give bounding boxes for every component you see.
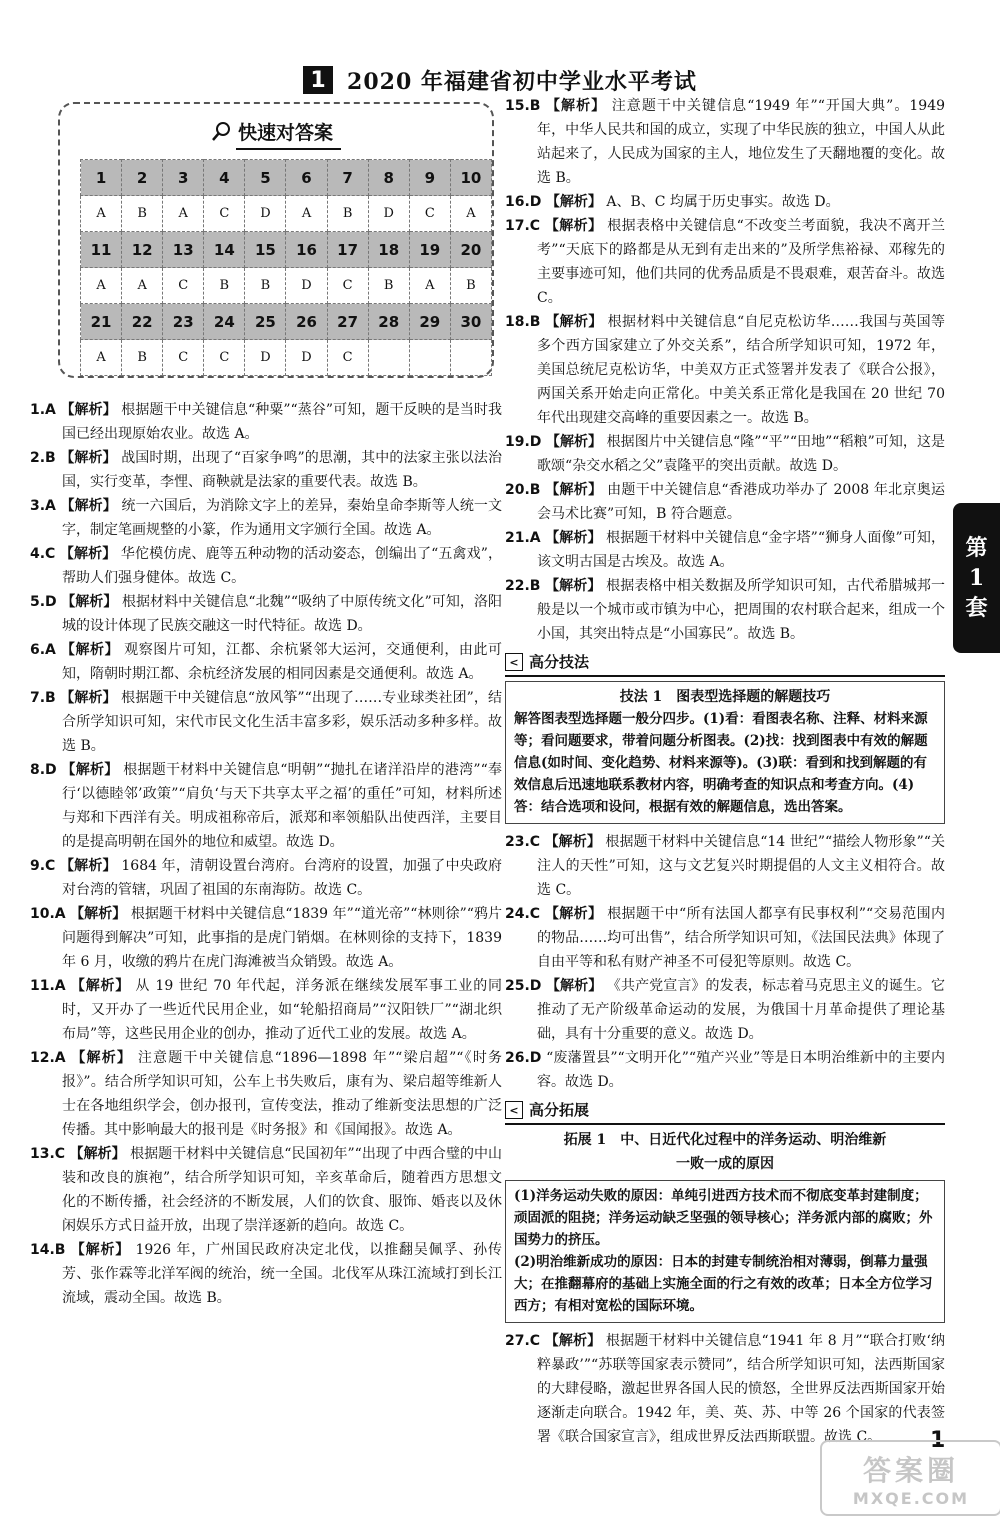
- analysis-text: 从 19 世纪 70 年代起，洋务派在继续发展军事工业的同时，又开办了一些近代民用企业，如“轮船招商局”“汉阳铁厂”“湖北织布局”等，这些民用企业的创办，推动了近代工业的发展。故选 A。: [62, 978, 503, 1042]
- watermark-sub-text: MXQE.COM: [852, 1488, 970, 1508]
- left-column: [30, 398, 502, 1310]
- analysis-text: 由题干中关键信息“香港成功举办了 2008 年北京奥运会马术比赛”可知，B 符合题意。: [537, 482, 946, 522]
- grid-answer-cell: B: [122, 340, 163, 376]
- grid-answer-cell: D: [245, 340, 286, 376]
- answer-item: [30, 446, 502, 494]
- grid-answer-cell: B: [204, 268, 245, 304]
- answer-item: [30, 494, 502, 542]
- analysis-tag: 【解析】: [544, 218, 603, 234]
- analysis-text: 根据题干材料中关键信息“1941 年 8 月”“联合打败‘纳粹暴政’”“苏联等国家表示赞同”，结合所学知识可知，法西斯国家的大肆侵略，激起世界各国人民的愤怒，全世界反法西斯国家开始逐渐走向联合。1942 年，美、英、苏、中等 26 个国家的代表签署《联合国家宣言》，组成世界反法西斯联盟。故选 C。: [537, 1333, 946, 1445]
- grid-question-number: 4: [204, 160, 245, 196]
- analysis-text: A、B、C 均属于历史事实。故选 D。: [606, 194, 840, 210]
- question-number: 6.A: [30, 642, 56, 658]
- answer-item: [505, 430, 945, 478]
- grid-answer-cell: D: [286, 268, 327, 304]
- skills-tip-text: 解答图表型选择题一般分四步。(1)看：看图表名称、注释、材料来源等；看问题要求，带着问题分析图表。(2)找：找到图表中有效的解题信息(如时间、变化趋势、材料来源等)。(3)联：看到和找到解题的有效信息后迅速地联系教材内容，明确考查的知识点和考查方向。(4)答：结合选项和设问，根据有效的解题信息，选出答案。: [514, 711, 928, 815]
- analysis-text: 根据表格中关键信息“不改变兰考面貌，我决不离开兰考”“天底下的路都是从无到有走出来的”及所学焦裕禄、邓稼先的主要事迹可知，他们共同的优秀品质是不畏艰难，艰苦奋斗。故选 C。: [537, 218, 946, 306]
- analysis-text: 注意题干中关键信息“1896—1898 年”“梁启超”“《时务报》”。结合所学知识可知，公车上书失败后，康有为、梁启超等维新人士在各地组织学会，创办报刊，宣传变法，推动了维新变法思想的广泛传播。其中影响最大的报刊是《时务报》和《国闻报》。故选 A。: [62, 1050, 503, 1138]
- question-number: 22.B: [505, 578, 541, 594]
- analysis-text: 根据题干材料中关键信息“14 世纪”“描绘人物形象”“关注人的天性”可知，这与文艺复兴时期提倡的人文主义相符合。故选 C。: [537, 834, 946, 898]
- question-number: 14.B: [30, 1242, 66, 1258]
- grid-question-number: 26: [286, 304, 327, 340]
- extension-section-header: [505, 1098, 945, 1125]
- analysis-tag: 【解析】: [60, 402, 117, 418]
- grid-answer-cell: C: [327, 340, 368, 376]
- grid-question-number: 9: [409, 160, 450, 196]
- grid-question-number: 29: [409, 304, 450, 340]
- question-number: 27.C: [505, 1333, 541, 1349]
- grid-answer-cell: A: [409, 268, 450, 304]
- analysis-tag: 【解析】: [544, 906, 603, 922]
- analysis-text: 根据材料中关键信息“北魏”“吸纳了中原传统文化”可知，洛阳城的设计体现了民族交融这一时代特征。故选 D。: [62, 594, 503, 634]
- analysis-text: “废藩置县”“文明开化”“殖产兴业”等是日本明治维新中的主要内容。故选 D。: [537, 1050, 945, 1090]
- grid-question-number: 15: [245, 232, 286, 268]
- right-column: [505, 94, 945, 1449]
- analysis-tag: 【解析】: [544, 1333, 602, 1349]
- magnifier-icon: [210, 121, 232, 143]
- grid-answer-row: [81, 196, 492, 232]
- question-number: 8.D: [30, 762, 57, 778]
- skills-section-title: 高分技法: [529, 653, 590, 671]
- grid-answer-cell: C: [204, 196, 245, 232]
- answer-item: [505, 214, 945, 310]
- analysis-tag: 【解析】: [60, 642, 120, 658]
- grid-question-number: 20: [450, 232, 491, 268]
- extension-box: [505, 1180, 945, 1323]
- grid-question-number: 25: [245, 304, 286, 340]
- analysis-tag: 【解析】: [70, 978, 131, 994]
- grid-answer-cell: B: [327, 196, 368, 232]
- analysis-tag: 【解析】: [69, 1146, 126, 1162]
- grid-answer-row: [81, 340, 492, 376]
- grid-question-number: 11: [81, 232, 122, 268]
- grid-question-number: 21: [81, 304, 122, 340]
- question-number: 2.B: [30, 450, 56, 466]
- question-number: 7.B: [30, 690, 56, 706]
- analysis-text: 《共产党宣言》的发表，标志着马克思主义的诞生。它推动了无产阶级革命运动的发展，为俄国十月革命提供了理论基础，具有十分重要的意义。故选 D。: [537, 978, 946, 1042]
- analysis-text: 观察图片可知，江都、余杭紧邻大运河，交通便利，由此可知，隋朝时期江都、余杭经济发展的相同因素是交通便利。故选 A。: [62, 642, 503, 682]
- answer-item: [30, 686, 502, 758]
- question-number: 9.C: [30, 858, 56, 874]
- skills-section-header: [505, 650, 945, 677]
- answer-item: [30, 398, 502, 446]
- analysis-text: 根据题干中关键信息“种粟”“蒸谷”可知，题干反映的是当时我国已经出现原始农业。故选 A。: [62, 402, 502, 442]
- analysis-text: 根据材料中关键信息“自尼克松访华……我国与英国等多个西方国家建立了外交关系”，结合所学知识可知，1972 年，美国总统尼克松访华，中美双方正式签署并发表了《联合公报》，两国关系开始走向正常化。中美关系正常化是我国在 20 世纪 70 年代出现建交高峰的重要因素之一。故选 B。: [537, 314, 946, 426]
- question-number: 13.C: [30, 1146, 66, 1162]
- analysis-tag: 【解析】: [59, 858, 117, 874]
- grid-answer-cell: C: [163, 268, 204, 304]
- grid-answer-cell: B: [368, 268, 409, 304]
- answer-item: [30, 590, 502, 638]
- analysis-tag: 【解析】: [545, 194, 602, 210]
- question-number: 20.B: [505, 482, 541, 498]
- question-number: 25.D: [505, 978, 542, 994]
- skills-tip-box: [505, 681, 945, 824]
- answer-item: [505, 478, 945, 526]
- answer-item: [30, 638, 502, 686]
- question-number: 10.A: [30, 906, 66, 922]
- section-arrow-icon: <: [505, 1101, 523, 1119]
- analysis-text: 华佗模仿虎、鹿等五种动物的活动姿态，创编出了“五禽戏”，帮助人们强身健体。故选 C。: [62, 546, 503, 586]
- answer-item: [505, 974, 945, 1046]
- answer-item: [30, 854, 502, 902]
- grid-answer-cell: B: [450, 268, 491, 304]
- analysis-tag: 【解析】: [545, 314, 603, 330]
- question-number: 17.C: [505, 218, 541, 234]
- question-number: 21.A: [505, 530, 541, 546]
- grid-number-row: [81, 232, 492, 268]
- question-number: 18.B: [505, 314, 541, 330]
- grid-answer-cell: B: [122, 196, 163, 232]
- grid-question-number: 24: [204, 304, 245, 340]
- grid-question-number: 2: [122, 160, 163, 196]
- analysis-text: 根据题干材料中关键信息“民国初年”“出现了中西合璧的中山装和改良的旗袍”，结合所学知识可知，辛亥革命后，随着西方思想文化的不断传播，社会经济的不断发展，人们的饮食、服饰、婚丧以及休闲娱乐方式日益开放，出现了崇洋逐新的趋向。故选 C。: [62, 1146, 502, 1234]
- extension-paragraph-1: (1)洋务运动失败的原因：单纯引进西方技术而不彻底变革封建制度；顽固派的阻挠；洋务运动缺乏坚强的领导核心；洋务派内部的腐败；外国势力的挤压。: [514, 1188, 933, 1248]
- question-number: 24.C: [505, 906, 541, 922]
- grid-answer-cell: [409, 340, 450, 376]
- answer-item-27: [505, 1329, 945, 1449]
- analysis-tag: 【解析】: [545, 530, 602, 546]
- section-arrow-icon: <: [505, 653, 523, 671]
- skills-tip-title: 技法 1 图表型选择题的解题技巧: [619, 689, 831, 705]
- grid-answer-cell: B: [245, 268, 286, 304]
- grid-answer-cell: A: [163, 196, 204, 232]
- set-side-tab: [953, 503, 1000, 653]
- answer-item: [505, 574, 945, 646]
- grid-question-number: 10: [450, 160, 491, 196]
- analysis-tag: 【解析】: [70, 906, 127, 922]
- analysis-text: 根据题干材料中关键信息“金字塔”“狮身人面像”可知，该文明古国是古埃及。故选 A。: [537, 530, 945, 570]
- grid-number-row: [81, 304, 492, 340]
- question-number: 3.A: [30, 498, 56, 514]
- analysis-tag: 【解析】: [545, 578, 602, 594]
- analysis-text: 根据图片中关键信息“隆”“平”“田地”“稻粮”可知，这是歌颂“杂交水稻之父”袁隆平的突出贡献。故选 D。: [537, 434, 945, 474]
- analysis-text: 根据题干中关键信息“放风筝”“出现了……专业球类社团”，结合所学知识可知，宋代市民文化生活丰富多彩，娱乐活动多种多样。故选 B。: [62, 690, 503, 754]
- grid-question-number: 19: [409, 232, 450, 268]
- question-number: 4.C: [30, 546, 56, 562]
- answer-item: [505, 1046, 945, 1094]
- analysis-text: 1684 年，清朝设置台湾府。台湾府的设置，加强了中央政府对台湾的管辖，巩固了祖国的东南海防。故选 C。: [62, 858, 503, 898]
- grid-answer-cell: C: [204, 340, 245, 376]
- analysis-text: 根据题干材料中关键信息“1839 年”“道光帝”“林则徐”“鸦片问题得到解决”可知，此事指的是虎门销烟。在林则徐的支持下，1839 年 6 月，收缴的鸦片在虎门海滩被当众销毁。故选 A。: [62, 906, 503, 970]
- analysis-tag: 【解析】: [60, 498, 117, 514]
- grid-question-number: 1: [81, 160, 122, 196]
- grid-answer-cell: C: [163, 340, 204, 376]
- question-number: 12.A: [30, 1050, 66, 1066]
- question-number: 26.D: [505, 1050, 542, 1066]
- question-number: 15.B: [505, 98, 541, 114]
- extension-title-line1: 拓展 1 中、日近代化过程中的洋务运动、明治维新: [563, 1132, 887, 1148]
- grid-number-row: [81, 160, 492, 196]
- grid-question-number: 28: [368, 304, 409, 340]
- grid-answer-cell: D: [286, 340, 327, 376]
- grid-question-number: 18: [368, 232, 409, 268]
- quick-answer-title-text: 快速对答案: [238, 122, 334, 144]
- grid-question-number: 12: [122, 232, 163, 268]
- answer-item: [30, 542, 502, 590]
- question-number: 16.D: [505, 194, 542, 210]
- grid-answer-cell: A: [450, 196, 491, 232]
- answer-grid: [80, 159, 492, 376]
- grid-question-number: 16: [286, 232, 327, 268]
- extension-title-line2: 一败一成的原因: [676, 1156, 774, 1172]
- grid-question-number: 5: [245, 160, 286, 196]
- analysis-tag: 【解析】: [60, 690, 117, 706]
- side-tab-char-2: 1: [968, 565, 985, 591]
- quick-answer-title: [210, 118, 333, 145]
- answer-item: [505, 902, 945, 974]
- grid-question-number: 14: [204, 232, 245, 268]
- answer-item: [30, 1238, 502, 1310]
- analysis-text: 注意题干中关键信息“1949 年”“开国大典”。1949 年，中华人民共和国的成立，实现了中华民族的独立，中国人从此站起来了，人民成为国家的主人，地位发生了天翻地覆的变化。故选 B。: [537, 98, 946, 186]
- analysis-tag: 【解析】: [61, 594, 118, 610]
- analysis-tag: 【解析】: [70, 1242, 131, 1258]
- page-number: 1: [930, 1428, 946, 1453]
- grid-answer-cell: A: [122, 268, 163, 304]
- answer-item: [30, 1142, 502, 1238]
- answer-item: [505, 310, 945, 430]
- analysis-text: 1926 年，广州国民政府决定北伐，以推翻吴佩孚、孙传芳、张作霖等北洋军阀的统治，统一全国。北伐军从珠江流域打到长江流域，震动全国。故选 B。: [62, 1242, 503, 1306]
- answer-item: [505, 94, 945, 190]
- quick-answer-box: [58, 102, 494, 378]
- analysis-text: 战国时期，出现了“百家争鸣”的思潮，其中的法家主张以法治国，实行变革，李悝、商鞅就是法家的重要代表。故选 B。: [62, 450, 502, 490]
- analysis-text: 根据表格中相关数据及所学知识可知，古代希腊城邦一般是以一个城市或市镇为中心，把周围的农村联合起来，组成一个小国，其突出特点是“小国寡民”。故选 B。: [537, 578, 946, 642]
- grid-answer-cell: A: [81, 196, 122, 232]
- grid-answer-cell: A: [81, 340, 122, 376]
- grid-question-number: 27: [327, 304, 368, 340]
- grid-answer-cell: D: [368, 196, 409, 232]
- grid-question-number: 8: [368, 160, 409, 196]
- answer-item: [30, 974, 502, 1046]
- header-number-badge: 1: [303, 66, 333, 94]
- grid-question-number: 17: [327, 232, 368, 268]
- analysis-tag: 【解析】: [544, 834, 601, 850]
- answer-item: [505, 830, 945, 902]
- question-number: 19.D: [505, 434, 542, 450]
- analysis-text: 根据题干材料中关键信息“明朝”“抛扎在诸洋沿岸的港湾”“奉行‘以德睦邻’政策”“肩负‘与天下共享太平之福’的重任”可知，材料所述与郑和下西洋有关。明成祖称帝后，派郑和率领船队出使西洋，主要目的是提高明朝在国外的地位和威望。故选 D。: [62, 762, 503, 850]
- analysis-tag: 【解析】: [61, 762, 119, 778]
- grid-question-number: 7: [327, 160, 368, 196]
- analysis-tag: 【解析】: [546, 98, 607, 114]
- grid-question-number: 22: [122, 304, 163, 340]
- analysis-tag: 【解析】: [545, 482, 603, 498]
- grid-question-number: 30: [450, 304, 491, 340]
- grid-question-number: 6: [286, 160, 327, 196]
- extension-section-title: 高分拓展: [529, 1101, 590, 1119]
- question-number: 5.D: [30, 594, 57, 610]
- answer-item: [505, 190, 945, 214]
- analysis-text: 统一六国后，为消除文字上的差异，秦始皇命李斯等人统一文字，制定笔画规整的小篆，作为通用文字颁行全国。故选 A。: [62, 498, 503, 538]
- grid-question-number: 13: [163, 232, 204, 268]
- side-tab-char-3: 套: [965, 595, 988, 621]
- question-number: 1.A: [30, 402, 56, 418]
- analysis-text: 根据题干中“所有法国人都享有民事权利”“交易范围内的物品……均可出售”，结合所学知识可知，《法国民法典》体现了自由平等和私有财产神圣不可侵犯等原则。故选 C。: [537, 906, 946, 970]
- grid-answer-row: [81, 268, 492, 304]
- grid-answer-cell: [450, 340, 491, 376]
- question-number: 23.C: [505, 834, 541, 850]
- watermark-main-text: 答案圈: [862, 1453, 959, 1487]
- side-tab-char-1: 第: [965, 535, 988, 561]
- grid-answer-cell: A: [81, 268, 122, 304]
- answer-item: [505, 526, 945, 574]
- grid-question-number: 3: [163, 160, 204, 196]
- question-number: 11.A: [30, 978, 66, 994]
- analysis-tag: 【解析】: [71, 1050, 133, 1066]
- analysis-tag: 【解析】: [60, 450, 117, 466]
- extension-paragraph-2: (2)明治维新成功的原因：日本的封建专制统治相对薄弱，倒幕力量强大；在推翻幕府的基础上实施全面的行之有效的改革；日本全方位学习西方；有相对宽松的国际环境。: [514, 1254, 933, 1314]
- grid-answer-cell: C: [409, 196, 450, 232]
- grid-question-number: 23: [163, 304, 204, 340]
- grid-answer-cell: C: [327, 268, 368, 304]
- analysis-tag: 【解析】: [545, 978, 603, 994]
- header-title: 2020 年福建省初中学业水平考试: [347, 68, 697, 95]
- grid-answer-cell: A: [286, 196, 327, 232]
- answer-item: [30, 758, 502, 854]
- analysis-tag: 【解析】: [59, 546, 117, 562]
- answer-item: [30, 902, 502, 974]
- answer-item: [30, 1046, 502, 1142]
- grid-answer-cell: [368, 340, 409, 376]
- analysis-tag: 【解析】: [545, 434, 603, 450]
- grid-answer-cell: D: [245, 196, 286, 232]
- watermark-logo: [820, 1440, 1000, 1516]
